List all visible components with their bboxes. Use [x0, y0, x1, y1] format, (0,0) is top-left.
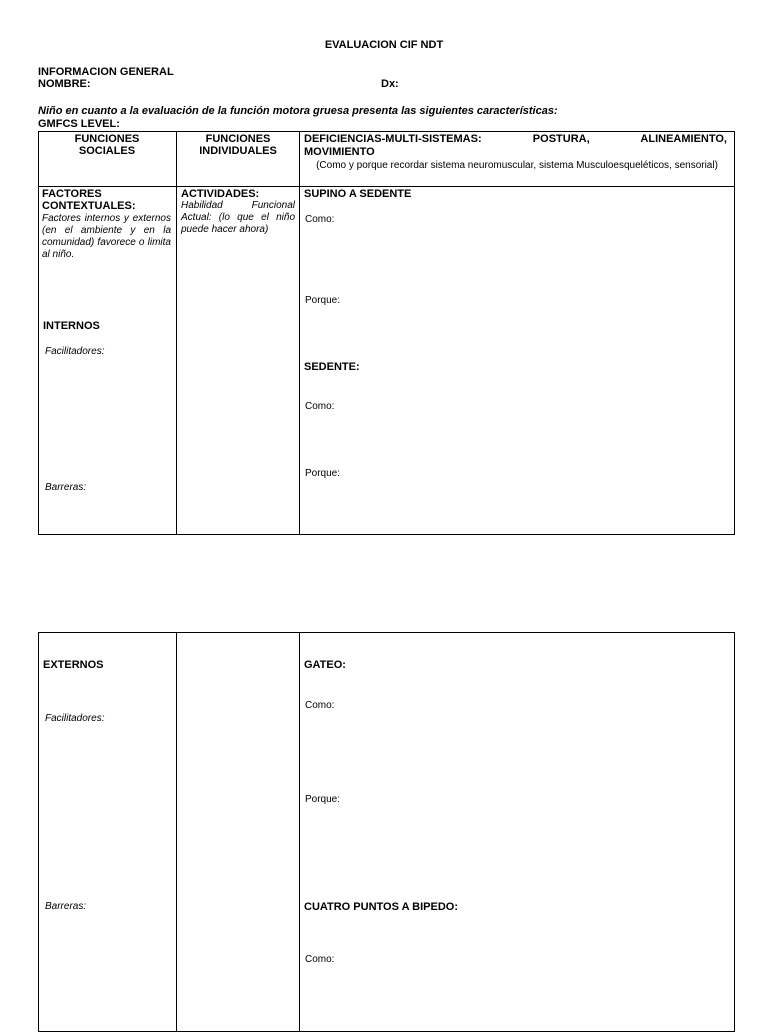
supino-porque-label: Porque:	[305, 295, 341, 306]
sedente-como-label: Como:	[305, 401, 335, 412]
factores-description: Factores internos y externos (en el ambiente y en la comunidad) favorece o limita al niño.	[42, 213, 171, 260]
general-heading: INFORMACION GENERAL	[38, 66, 174, 78]
gateo-porque-label: Porque:	[305, 794, 341, 805]
internos-heading: INTERNOS	[43, 320, 100, 332]
table-1-header-rule	[38, 186, 735, 187]
dx-label: Dx:	[381, 78, 399, 90]
header-deficiencias: DEFICIENCIAS-MULTI-SISTEMAS: POSTURA, ALINEAMIENTO,	[304, 133, 727, 145]
gateo-heading: GATEO:	[304, 659, 346, 671]
table-2-divider	[299, 632, 300, 1032]
contextuales-title: CONTEXTUALES:	[42, 200, 136, 212]
cuatro-puntos-heading: CUATRO PUNTOS A BIPEDO:	[304, 901, 459, 913]
cuatro-puntos-como-label: Como:	[305, 954, 335, 965]
supino-sedente-heading: SUPINO A SEDENTE	[304, 188, 412, 200]
header-movimiento: MOVIMIENTO	[304, 146, 375, 158]
page-title: EVALUACION CIF NDT	[324, 39, 444, 51]
supino-como-label: Como:	[305, 214, 335, 225]
gateo-como-label: Como:	[305, 700, 335, 711]
externos-heading: EXTERNOS	[43, 659, 104, 671]
header-note: (Como y porque recordar sistema neuromuscular, sistema Musculoesqueléticos, sensorial)	[316, 160, 718, 171]
facilitadores-label: Facilitadores:	[45, 346, 105, 357]
header-funciones-sociales: FUNCIONES SOCIALES	[74, 133, 140, 157]
sedente-porque-label: Porque:	[305, 468, 341, 479]
sedente-heading: SEDENTE:	[304, 361, 360, 373]
nombre-label: NOMBRE:	[38, 78, 91, 90]
table-1-divider	[299, 131, 300, 535]
actividades-description: Habilidad Funcional Actual: (lo que el niño puede hacer ahora)	[181, 200, 295, 235]
gmfcs-label: GMFCS LEVEL:	[38, 118, 120, 130]
intro-text: Niño en cuanto a la evaluación de la función motora gruesa presenta las siguientes características:	[38, 105, 558, 117]
evaluation-table-2	[38, 632, 735, 1032]
header-funciones-individuales: FUNCIONES INDIVIDUALES	[199, 133, 277, 157]
table-1-divider	[176, 131, 177, 535]
table-2-divider	[176, 632, 177, 1032]
barreras-label: Barreras:	[45, 482, 87, 493]
actividades-title: ACTIVIDADES:	[181, 188, 260, 200]
facilitadores-label-2: Facilitadores:	[45, 713, 105, 724]
barreras-label-2: Barreras:	[45, 901, 87, 912]
factores-title: FACTORES	[42, 188, 102, 200]
